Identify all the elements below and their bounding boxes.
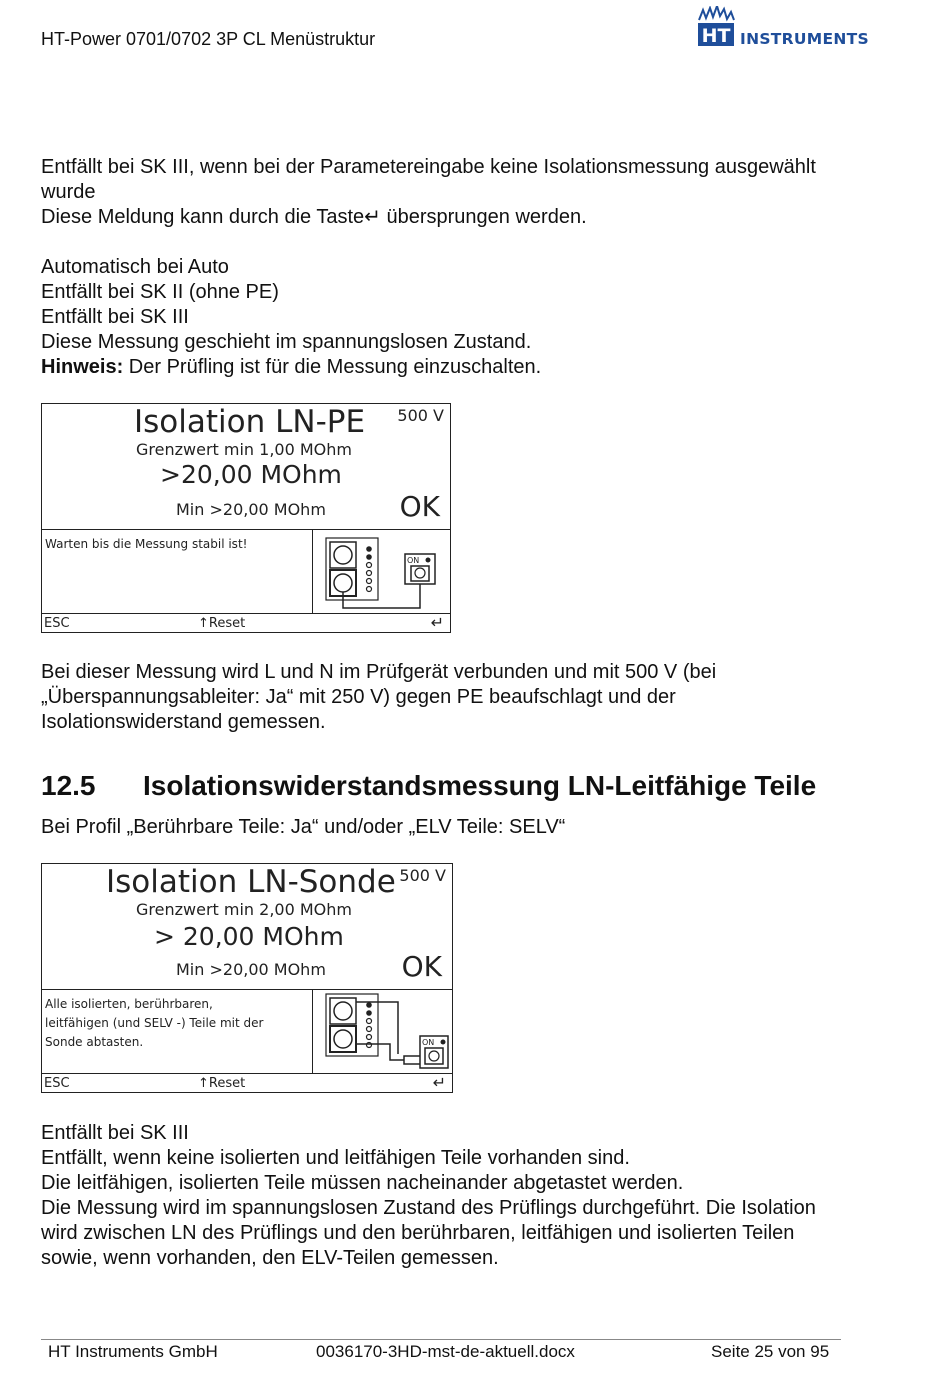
text-line: Die Messung wird im spannungslosen Zustand des Prüflings durchgeführt. Die Isolation: [41, 1197, 816, 1219]
text-line: Isolationswiderstand gemessen.: [41, 711, 326, 733]
ht-instruments-logo: [697, 6, 877, 50]
header-title: HT-Power 0701/0702 3P CL Menüstruktur: [41, 29, 376, 49]
screen-divider: [312, 529, 313, 614]
text-line: Entfällt, wenn keine isolierten und leitfähigen Teile vorhanden sind.: [41, 1147, 630, 1169]
text-line: Entfällt bei SK III: [41, 1122, 189, 1144]
message-line: Sonde abtasten.: [45, 1035, 144, 1049]
section-intro: [41, 155, 816, 230]
text-line: sowie, wenn vorhanden, den ELV-Teilen gemessen.: [41, 1247, 499, 1269]
text-line: [41, 205, 816, 230]
ht-logo-icon: [697, 6, 737, 50]
screen-divider: [42, 989, 452, 990]
screen-min: Min >20,00 MOhm: [176, 500, 326, 519]
screen-value: > 20,00 MOhm: [154, 922, 344, 951]
reset-label: Reset: [208, 1076, 246, 1091]
esc-softkey: ESC: [44, 1076, 70, 1091]
message-line: Warten bis die Messung stabil ist!: [45, 537, 248, 551]
screen-limit: Grenzwert min 1,00 MOhm: [136, 440, 352, 459]
screen-limit: Grenzwert min 2,00 MOhm: [136, 900, 352, 919]
text-line: wurde: [41, 181, 96, 203]
screen-message: [45, 535, 247, 554]
enter-icon: ↵: [432, 1073, 446, 1092]
text-line: Entfällt bei SK III, wenn bei der Parametereingabe keine Isolationsmessung ausgewählt: [41, 156, 816, 178]
screen-min: Min >20,00 MOhm: [176, 960, 326, 979]
enter-key-icon: ↵: [364, 206, 381, 228]
message-line: Alle isolierten, berührbaren,: [45, 997, 213, 1011]
screen-status: OK: [399, 490, 440, 523]
screen-voltage: 500 V: [399, 866, 446, 885]
text-line: Automatisch bei Auto: [41, 256, 229, 278]
device-screen-ln-sonde: [41, 863, 453, 1093]
text-line: Entfällt bei SK II (ohne PE): [41, 281, 279, 303]
connection-diagram-icon: [316, 992, 450, 1074]
hint-line: [41, 355, 541, 380]
text-line: Diese Messung geschieht im spannungslosen Zustand.: [41, 331, 532, 353]
hint-text: Der Prüfling ist für die Messung einzuschalten.: [123, 356, 542, 378]
screen-voltage: 500 V: [397, 406, 444, 425]
esc-softkey: ESC: [44, 616, 70, 631]
message-line: leitfähigen (und SELV -) Teile mit der: [45, 1016, 264, 1030]
footer-file: 0036170-3HD-mst-de-aktuell.docx: [316, 1342, 575, 1361]
enter-icon: ↵: [430, 613, 444, 632]
on-label: ON: [422, 1038, 435, 1047]
screen-title: Isolation LN-PE: [134, 404, 366, 440]
text-line: Entfällt bei SK III: [41, 306, 189, 328]
screen-value: >20,00 MOhm: [160, 460, 342, 489]
footer-page: Seite 25 von 95: [711, 1342, 830, 1361]
screen-status: OK: [401, 950, 442, 983]
section-description: [41, 660, 716, 735]
profile-line: Bei Profil „Berührbare Teile: Ja“ und/oder „ELV Teile: SELV“: [41, 816, 566, 838]
screen-title: Isolation LN-Sonde: [106, 864, 396, 900]
heading-number: 12.5: [41, 770, 96, 801]
text-line: Bei dieser Messung wird L und N im Prüfgerät verbunden und mit 500 V (bei: [41, 661, 717, 683]
logo-text: INSTRUMENTS: [740, 30, 870, 48]
taste-suffix: übersprungen werden.: [380, 206, 587, 228]
section-conditions-2: [41, 1121, 816, 1271]
reset-softkey: [198, 616, 245, 631]
text-line: Die leitfähigen, isolierten Teile müssen nacheinander abgetastet werden.: [41, 1172, 684, 1194]
connection-diagram-icon: [316, 532, 450, 614]
hint-label: Hinweis:: [41, 356, 124, 378]
screen-divider: [312, 989, 313, 1074]
screen-divider: [42, 529, 450, 530]
text-line: wird zwischen LN des Prüflings und den berührbaren, leitfähigen und isolierten Teilen: [41, 1222, 795, 1244]
section-heading: [41, 770, 816, 802]
screen-message: [45, 995, 263, 1052]
arrow-up-icon: ↑: [198, 616, 209, 631]
taste-prefix: Diese Meldung kann durch die Taste: [41, 206, 365, 228]
reset-softkey: [198, 1076, 245, 1091]
logo-mark-text: HT: [701, 25, 731, 47]
on-label: ON: [407, 556, 420, 565]
device-screen-ln-pe: [41, 403, 451, 633]
footer-company: HT Instruments GmbH: [48, 1342, 218, 1361]
heading-text: Isolationswiderstandsmessung LN-Leitfähige Teile: [143, 770, 817, 801]
text-line: „Überspannungsableiter: Ja“ mit 250 V) gegen PE beaufschlagt und der: [41, 686, 676, 708]
footer-divider: [41, 1339, 841, 1340]
section-conditions: [41, 255, 541, 380]
arrow-up-icon: ↑: [198, 1076, 209, 1091]
reset-label: Reset: [208, 616, 246, 631]
